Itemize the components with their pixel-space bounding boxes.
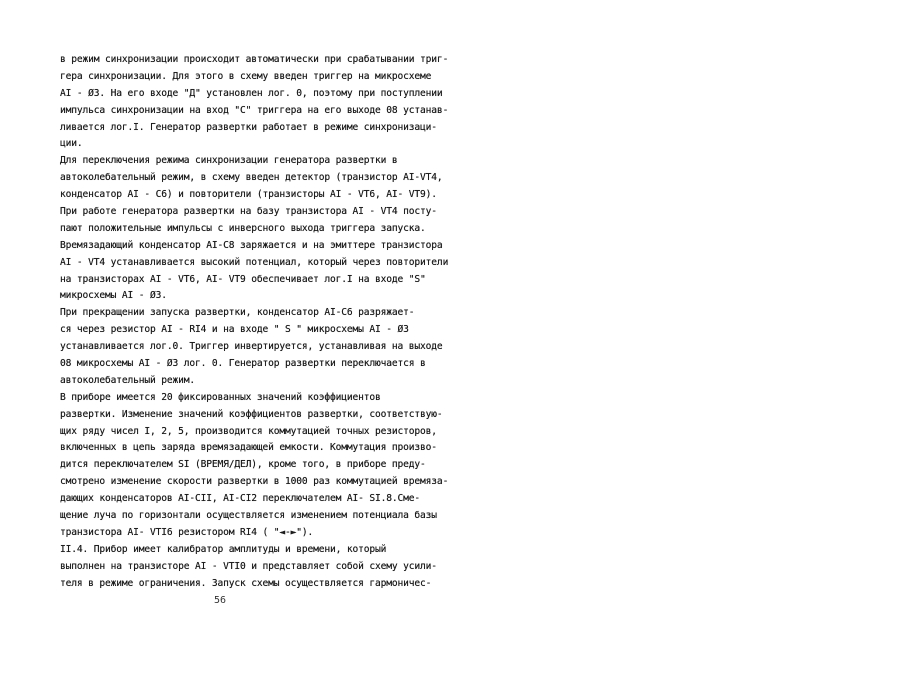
text-line: пают положительные импульсы с инверсного выхода триггера запуска. (60, 222, 426, 234)
text-line: гера синхронизации. Для этого в схему введен триггер на микросхеме (60, 70, 432, 82)
text-line: Для переключения режима синхронизации генератора развертки в (60, 155, 398, 167)
document-page (60, 52, 449, 593)
text-line: смотрено изменение скорости развертки в 1000 раз коммутацией времяза- (60, 476, 449, 488)
text-line: развертки. Изменение значений коэффициентов развертки, соответствую- (60, 408, 443, 420)
text-line: дающих конденсаторов AI-СII, AI-СI2 переключателем AI- SI.8.Сме- (60, 493, 421, 505)
text-line: 08 микросхемы AI - Ø3 лог. 0. Генератор развертки переключается в (60, 358, 426, 370)
text-line: щих ряду чисел I, 2, 5, производится коммутацией точных резисторов, (60, 425, 437, 437)
text-line: включенных в цепь заряда времязадающей емкости. Коммутация произво- (60, 442, 437, 454)
text-line: в режим синхронизации происходит автоматически при срабатывании триг- (60, 54, 449, 65)
text-line: При прекращении запуска развертки, конденсатор AI-С6 разряжает- (60, 307, 415, 319)
text-line: автоколебательный режим. (60, 374, 196, 386)
text-line: конденсатор AI - С6) и повторители (транзисторы AI - VT6, AI- VT9). (60, 189, 437, 201)
text-line: выполнен на транзисторе AI - VTI0 и представляет собой схему усили- (60, 560, 437, 572)
text-line: щение луча по горизонтали осуществляется изменением потенциала базы (60, 510, 437, 522)
text-line: Времязадающий конденсатор AI-С8 заряжается и на эмиттере транзистора (60, 239, 443, 251)
text-line: теля в режиме ограничения. Запуск схемы осуществляется гармоничес- (60, 577, 432, 589)
text-line: микросхемы AI - Ø3. (60, 290, 167, 302)
text-line: ливается лог.I. Генератор развертки работает в режиме синхронизаци- (60, 121, 437, 133)
text-line: В приборе имеется 20 фиксированных значений коэффициентов (60, 391, 381, 403)
text-line: ции. (60, 138, 83, 150)
paragraph-3 (60, 305, 443, 389)
text-line: ся через резистор AI - RI4 и на входе " S " микросхемы AI - Ø3 (60, 324, 409, 336)
text-line: на транзисторах AI - VT6, AI- VT9 обеспечивает лог.I на входе "S" (60, 273, 426, 285)
text-line: дится переключателем SI (ВРЕМЯ/ДЕЛ), кроме того, в приборе преду- (60, 459, 426, 471)
text-line: транзистора AI- VTI6 резистором RI4 ( "◄-►"). (60, 526, 314, 538)
text-line: устанавливается лог.0. Триггер инвертируется, устанавливая на выходе (60, 341, 443, 353)
paragraph-1 (60, 52, 449, 153)
paragraph-5 (60, 542, 437, 593)
text-line: II.4. Прибор имеет калибратор амплитуды и времени, который (60, 543, 387, 555)
text-line: AI - Ø3. На его входе "Д" установлен лог. 0, поэтому при поступлении (60, 87, 443, 99)
text-line: импульса синхронизации на вход "С" триггера на его выходе 08 устанав- (60, 104, 449, 116)
paragraph-4 (60, 390, 449, 542)
paragraph-2 (60, 153, 449, 305)
page-number: 56 (214, 595, 227, 606)
text-line: При работе генератора развертки на базу транзистора AI - VT4 посту- (60, 206, 437, 218)
text-line: автоколебательный режим, в схему введен детектор (транзистор AI-VT4, (60, 172, 443, 184)
text-line: AI - VT4 устанавливается высокий потенциал, который через повторители (60, 256, 449, 268)
